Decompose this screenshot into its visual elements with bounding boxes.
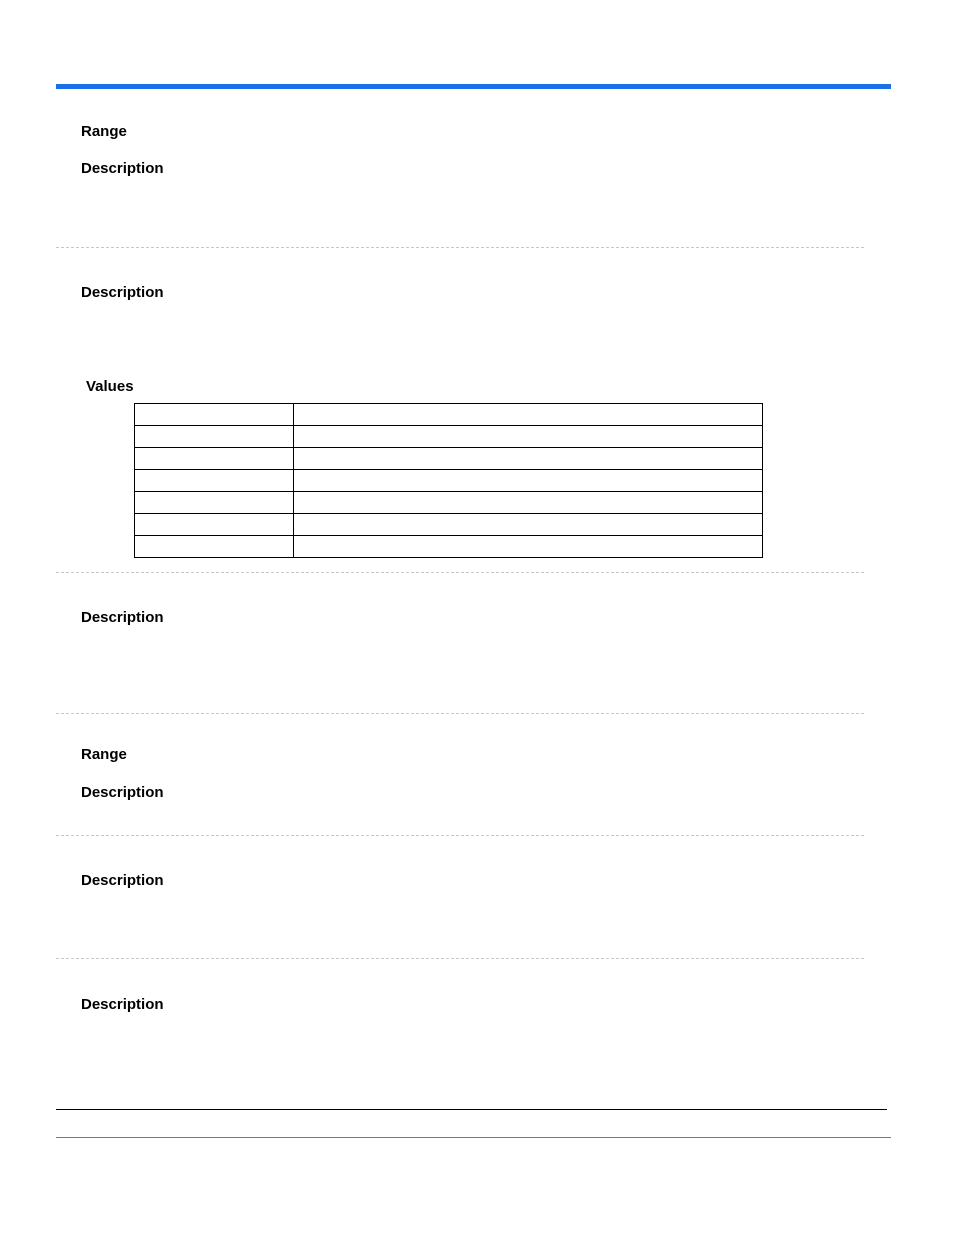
- table-cell-name: [135, 448, 294, 470]
- table-cell-value: [294, 404, 763, 426]
- table-row: [135, 404, 763, 426]
- section-divider-5: [56, 958, 864, 959]
- description-heading-5: Description: [81, 872, 164, 889]
- section-divider-2: [56, 572, 864, 573]
- header-accent-rule: [56, 84, 891, 89]
- section-divider-3: [56, 713, 864, 714]
- table-cell-name: [135, 536, 294, 558]
- description-heading-1: Description: [81, 160, 164, 177]
- range-heading-2: Range: [81, 746, 127, 763]
- table-cell-value: [294, 426, 763, 448]
- table-cell-value: [294, 470, 763, 492]
- table-cell-name: [135, 492, 294, 514]
- table-row: [135, 426, 763, 448]
- table-cell-name: [135, 470, 294, 492]
- section-divider-1: [56, 247, 864, 248]
- values-table: [134, 403, 763, 558]
- table-row: [135, 492, 763, 514]
- table-cell-name: [135, 514, 294, 536]
- table-cell-name: [135, 426, 294, 448]
- description-heading-6: Description: [81, 996, 164, 1013]
- description-heading-3: Description: [81, 609, 164, 626]
- range-heading-1: Range: [81, 123, 127, 140]
- values-heading: Values: [86, 378, 134, 395]
- table-row: [135, 514, 763, 536]
- table-cell-value: [294, 448, 763, 470]
- footer-accent-rule: [56, 1137, 891, 1138]
- table-cell-value: [294, 514, 763, 536]
- section-divider-4: [56, 835, 864, 836]
- table-row: [135, 448, 763, 470]
- table-cell-value: [294, 536, 763, 558]
- description-heading-4: Description: [81, 784, 164, 801]
- table-row: [135, 470, 763, 492]
- table-cell-value: [294, 492, 763, 514]
- table-row: [135, 536, 763, 558]
- table-cell-name: [135, 404, 294, 426]
- footer-rule: [56, 1109, 887, 1110]
- description-heading-2: Description: [81, 284, 164, 301]
